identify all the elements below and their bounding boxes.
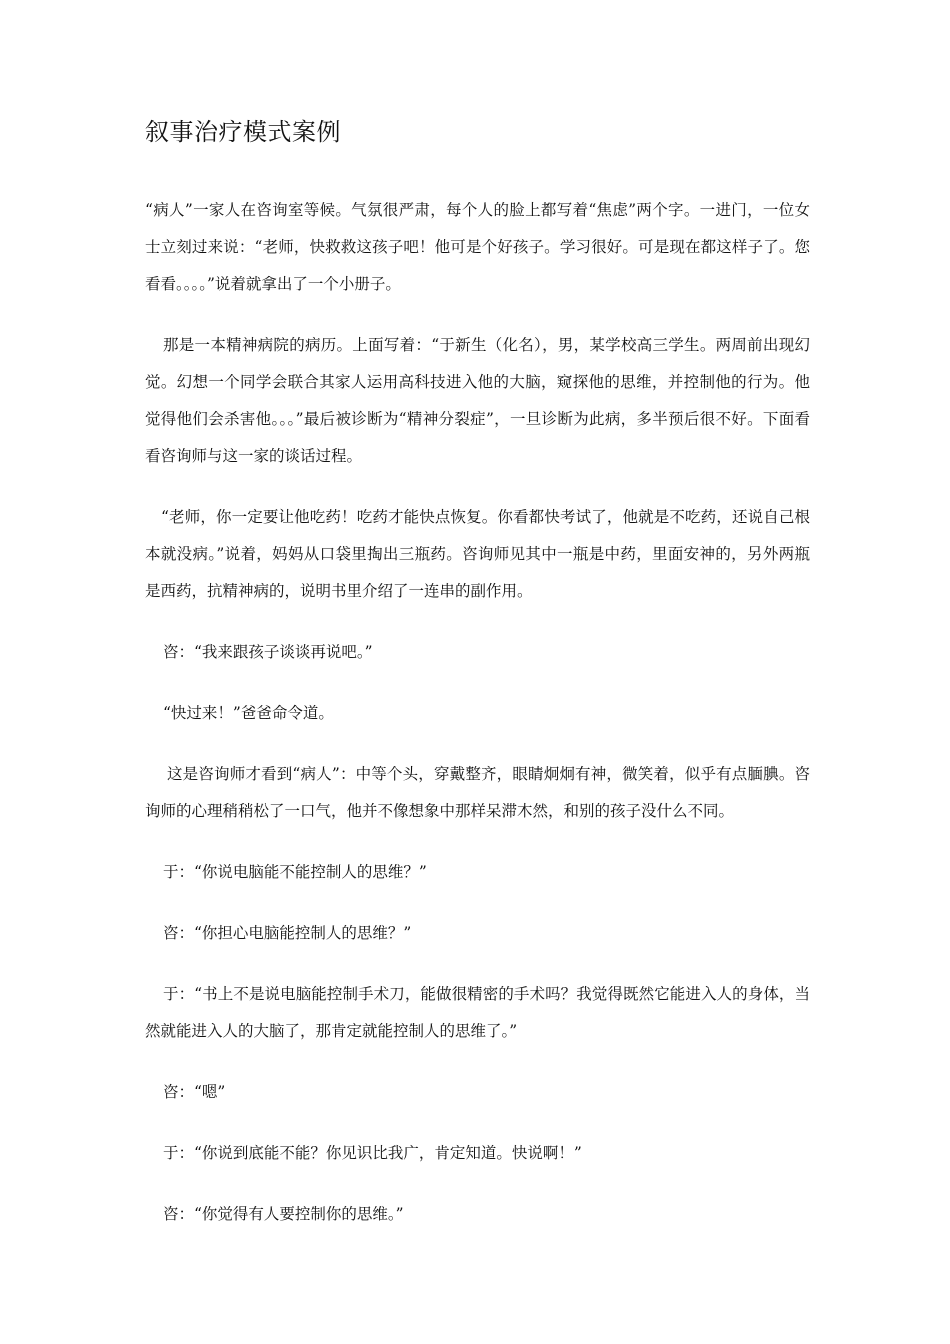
paragraph-mother-medication: “老师，你一定要让他吃药！吃药才能快点恢复。你看都快考试了，他就是不吃药，还说自己根本就没病。”说着，妈妈从口袋里掏出三瓶药。咨询师见其中一瓶是中药，里面安神的，另外两瓶是西药，抗精神病的，说明书里介绍了一连串的副作用。 xyxy=(145,508,810,600)
dialogue-counselor-3: 咨：“嗯” xyxy=(163,1083,226,1101)
document-page xyxy=(145,112,810,1257)
paragraph-medical-record: 那是一本精神病院的病历。上面写着：“于新生（化名），男，某学校高三学生。两周前出现幻觉。幻想一个同学会联合其家人运用高科技进入他的大脑，窥探他的思维，并控制他的行为。他觉得他们会杀害他。。。”最后被诊断为“精神分裂症”，一旦诊断为此病，多半预后很不好。下面看看咨询师与这一家的谈话过程。 xyxy=(145,336,810,465)
dialogue-patient-1: 于：“你说电脑能不能控制人的思维？” xyxy=(163,863,427,881)
dialogue-counselor-1: 咨：“我来跟孩子谈谈再说吧。” xyxy=(163,643,373,661)
paragraph-patient-description: 这是咨询师才看到“病人”：中等个头，穿戴整齐，眼睛炯炯有神，微笑着，似乎有点腼腆。咨询师的心理稍稍松了一口气，他并不像想象中那样呆滞木然，和别的孩子没什么不同。 xyxy=(145,765,810,820)
dialogue-patient-2: 于：“书上不是说电脑能控制手术刀，能做很精密的手术吗？我觉得既然它能进入人的身体，当然就能进入人的大脑了，那肯定就能控制人的思维了。” xyxy=(145,985,810,1040)
dialogue-counselor-4: 咨：“你觉得有人要控制你的思维。” xyxy=(163,1205,404,1223)
dialogue-patient-3: 于：“你说到底能不能？你见识比我广，肯定知道。快说啊！” xyxy=(163,1144,582,1162)
dialogue-counselor-2: 咨：“你担心电脑能控制人的思维？” xyxy=(163,924,412,942)
dialogue-father-1: “快过来！”爸爸命令道。 xyxy=(163,704,334,722)
paragraph-family-waiting: “病人”一家人在咨询室等候。气氛很严肃，每个人的脸上都写着“焦虑”两个字。一进门，一位女士立刻过来说：“老师，快救救这孩子吧！他可是个好孩子。学习很好。可是现在都这样子了。您看看。。。。”说着就拿出了一个小册子。 xyxy=(145,201,810,293)
document-title: 叙事治疗模式案例 xyxy=(145,118,341,146)
